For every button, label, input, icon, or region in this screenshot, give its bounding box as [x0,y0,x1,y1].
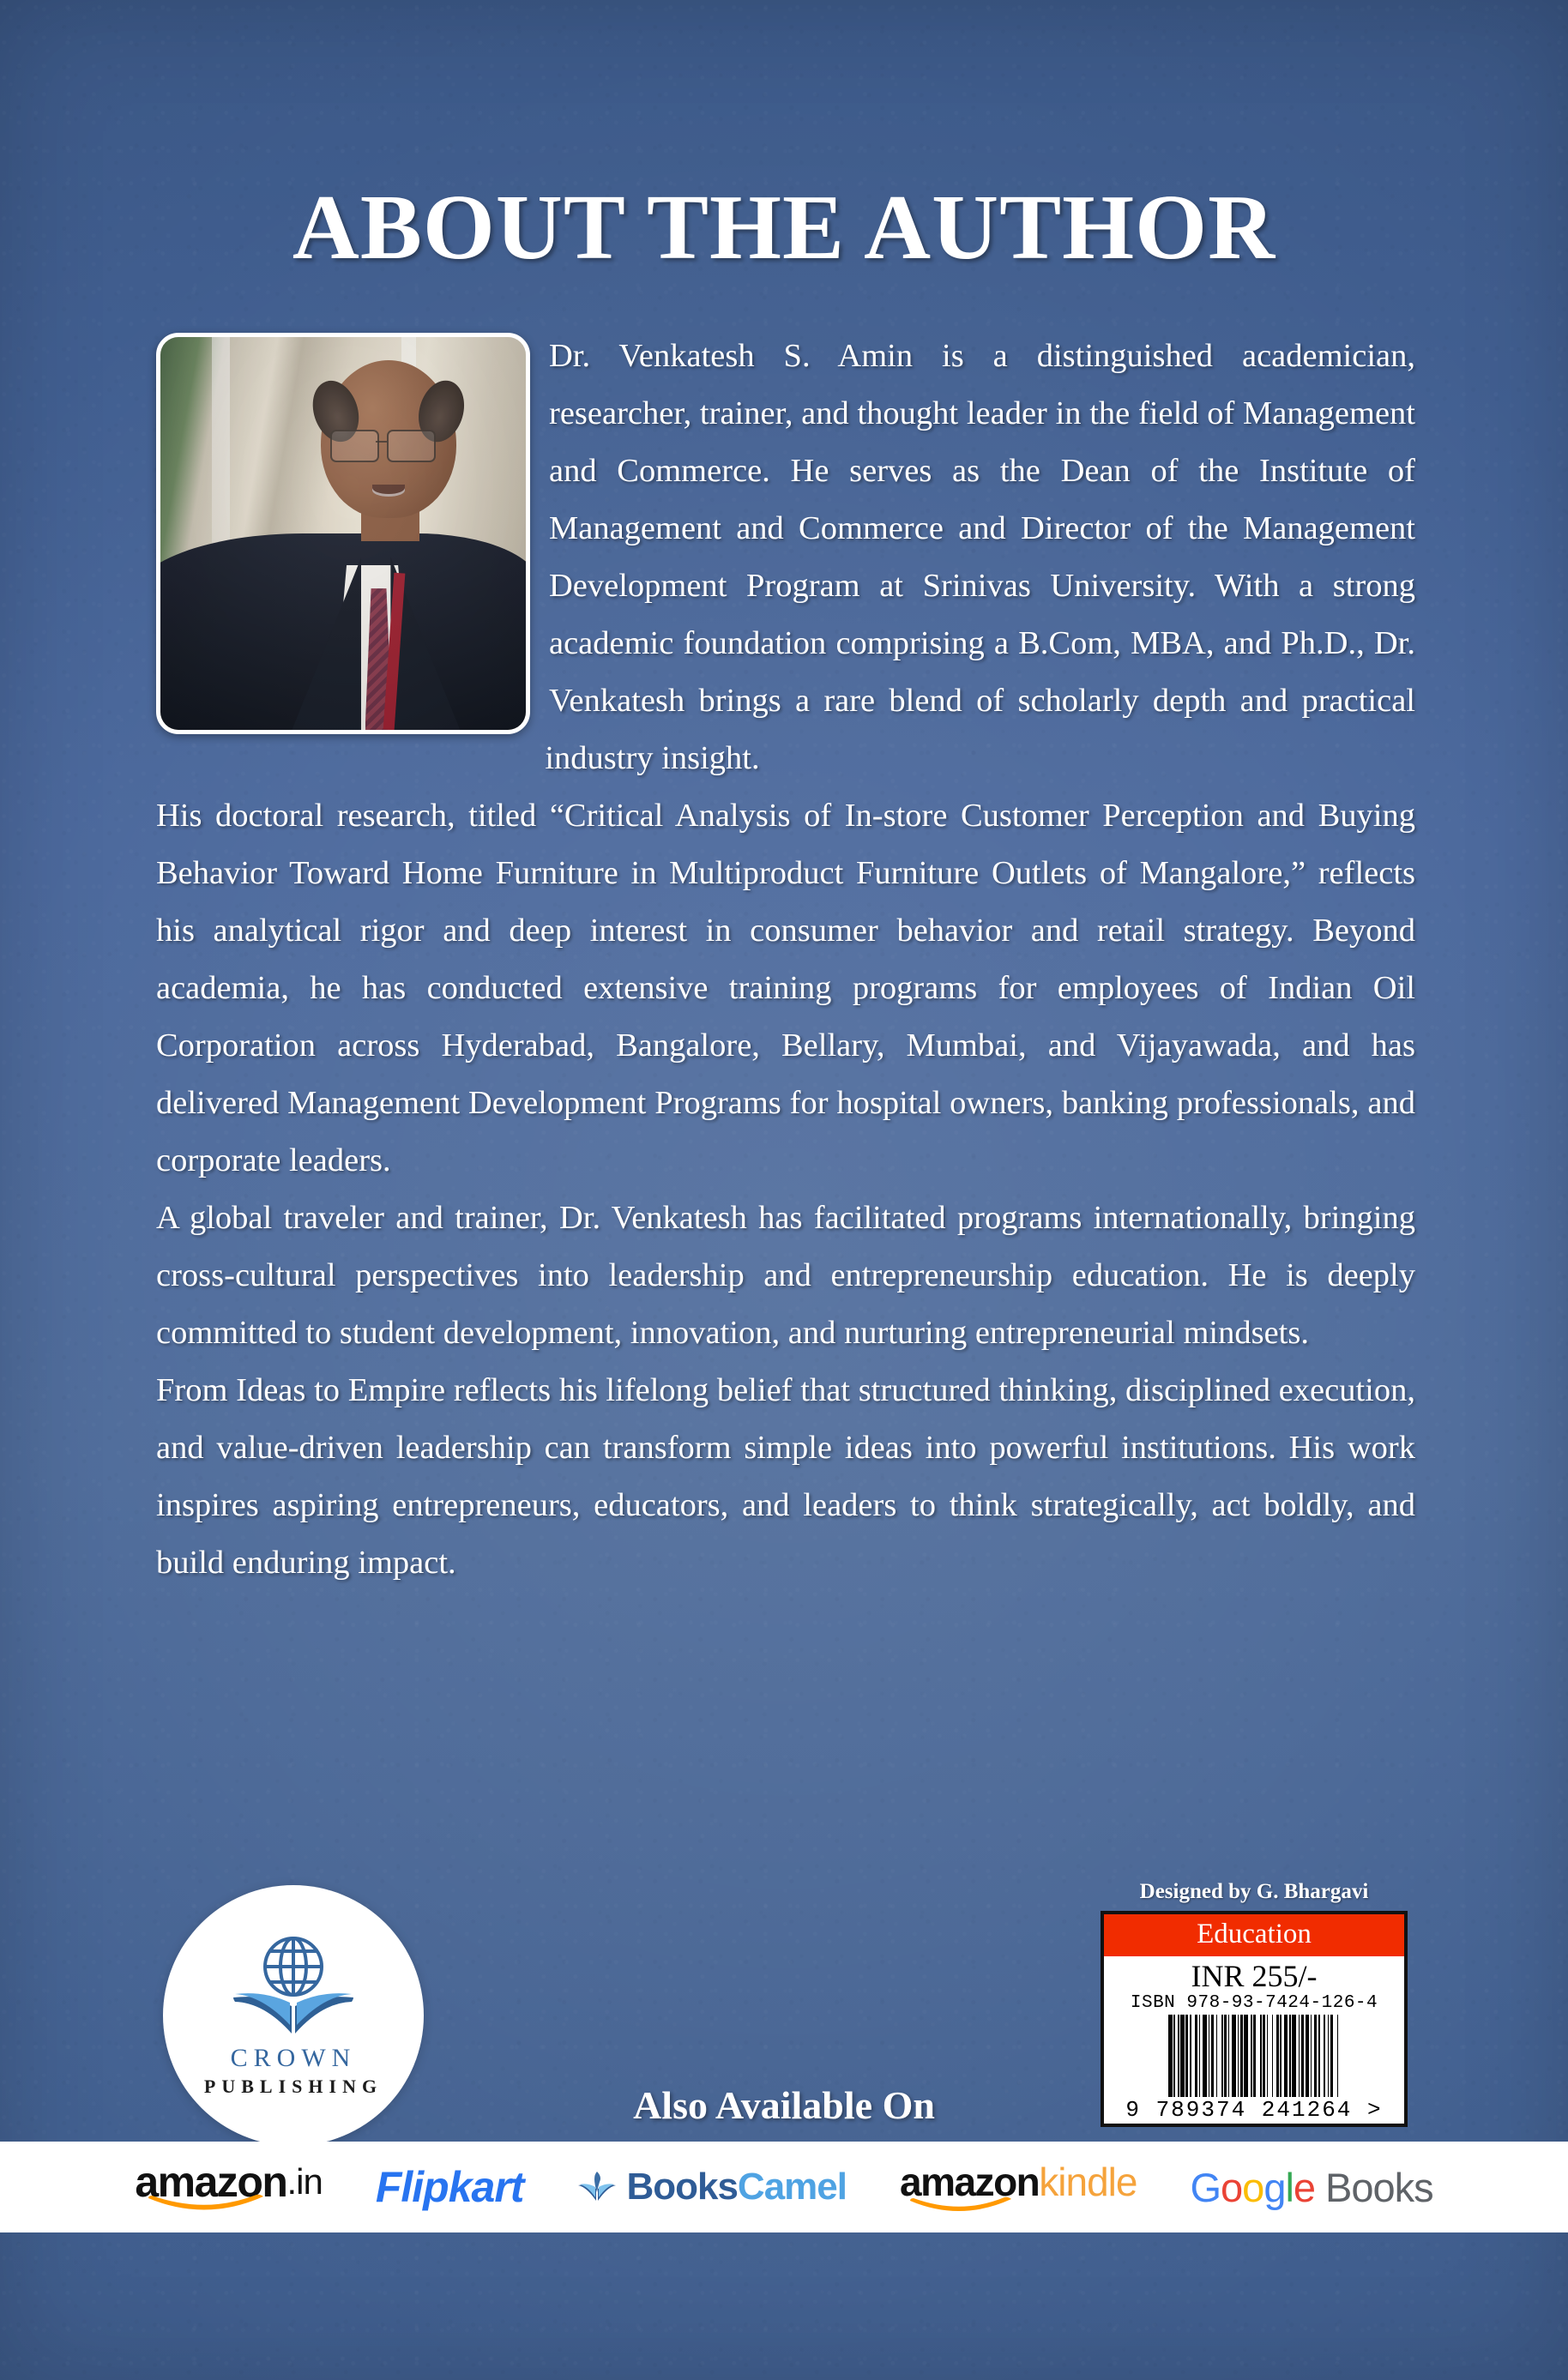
bookscamel-word-camel: Camel [737,2166,847,2208]
category-badge: Education [1104,1914,1404,1956]
amazon-smile-icon [907,2196,1015,2215]
globe-open-book-icon [216,1934,371,2040]
retailer-strip [0,2142,1568,2232]
isbn-label: ISBN 978-93-7424-126-4 [1130,1993,1378,2014]
google-books-word: Books [1325,2164,1433,2210]
bio-paragraph-1: Dr. Venkatesh S. Amin is a distinguished academician, researcher, trainer, and thought leader in the field of Management and Commerce. He serves as the Dean of the Institute of Management and Commerce and Director of the Management Development Program at Srinivas University. With a strong academic foundation comprising a B.Com, MBA, and Ph.D., Dr. Venkatesh brings a rare blend of scholarly depth and practical industry insight. [545,338,1415,776]
retailer-amazon-kindle[interactable] [900,2159,1137,2215]
page-title: ABOUT THE AUTHOR [292,177,1276,279]
author-photo [156,333,530,734]
photo-vignette [160,337,526,730]
bookscamel-open-book-icon [576,2166,618,2208]
publisher-name-primary: CROWN [230,2043,357,2072]
kindle-amazon-wordmark: amazon [900,2160,1040,2204]
barcode-digits: 9 789374 241264 > [1125,2097,1383,2124]
amazon-wordmark: amazon [135,2158,287,2206]
retailer-bookscamel[interactable] [576,2166,847,2208]
google-wordmark: Google [1190,2164,1316,2210]
kindle-wordmark: kindle [1039,2160,1137,2204]
publisher-name-secondary: PUBLISHING [203,2075,383,2097]
price-label: INR 255/- [1191,1958,1318,1993]
bookscamel-word-books: Books [626,2166,738,2208]
bio-paragraph-2: His doctoral research, titled “Critical Analysis of In-store Customer Perception and Buying Behavior Toward Home Furniture in Multiproduct Furniture Outlets of Mangalore,” reflects his analytical rigor and deep interest in consumer behavior and retail strategy. Beyond academia, he has conducted extensive training programs for employees of Indian Oil Corporation across Hyderabad, Bangalore, Bellary, Mumbai, and Vijayawada, and has delivered Management Development Programs for hospital owners, banking professionals, and corporate leaders. [156,797,1415,1178]
bio-paragraph-4: From Ideas to Empire reflects his lifelong belief that structured thinking, disciplined execution, and value-driven leadership can transform simple ideas into powerful institutions. His work inspires aspiring entrepreneurs, educators, and leaders to think strategically, act boldly, and build enduring impact. [156,1371,1415,1581]
retailer-flipkart[interactable]: Flipkart [375,2163,524,2211]
retailer-google-books[interactable] [1190,2164,1432,2211]
amazon-smile-icon [145,2193,267,2215]
bio-paragraph-3: A global traveler and trainer, Dr. Venkatesh has facilitated programs internationally, bringing cross-cultural perspectives into leadership and entrepreneurship education. He is deeply committed to student development, innovation, and nurturing entrepreneurial mindsets. [156,1199,1415,1351]
retailer-amazon-in[interactable] [135,2160,323,2214]
amazon-tld: .in [286,2161,323,2202]
author-bio [156,328,1415,1592]
designer-credit: Designed by G. Bhargavi [1139,1880,1369,1903]
also-available-heading: Also Available On [633,2083,935,2127]
